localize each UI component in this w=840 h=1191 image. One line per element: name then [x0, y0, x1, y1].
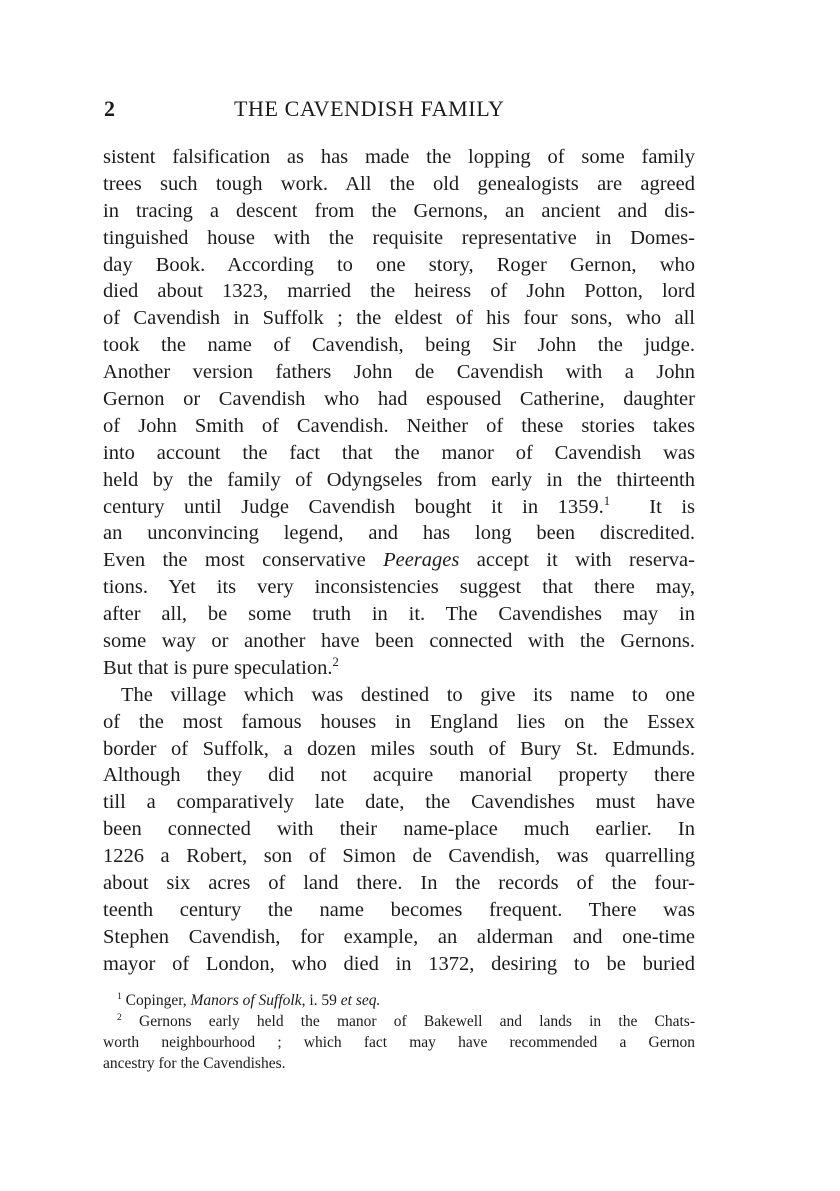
text-line — [103, 655, 695, 682]
text-line: of John Smith of Cavendish. Neither of these stories takes — [103, 414, 695, 437]
text-line: held by the family of Odyngseles from early in the thirteenth — [103, 468, 695, 491]
text-line: The village which was destined to give its name to one — [121, 683, 695, 706]
line-text: It is — [610, 495, 695, 518]
text-line: took the name of Cavendish, being Sir John the judge. — [103, 334, 695, 357]
text-line: day Book. According to one story, Roger Gernon, who — [103, 253, 695, 276]
running-title: THE CAVENDISH FAMILY — [234, 96, 505, 121]
text-line: Gernon or Cavendish who had espoused Catherine, daughter — [103, 388, 695, 411]
text-line: in tracing a descent from the Gernons, an ancient and dis- — [103, 199, 695, 222]
text-line: of Cavendish in Suffolk ; the eldest of his four sons, who all — [103, 307, 695, 330]
line-text: But that is pure speculation. — [103, 656, 333, 679]
text-line — [103, 547, 695, 574]
footnote-text: Copinger, — [125, 992, 191, 1009]
page-header — [104, 96, 696, 126]
footnote-line: ancestry for the Cavendishes. — [103, 1055, 286, 1072]
footnotes — [103, 990, 695, 1074]
text-line — [103, 494, 695, 521]
text-line: mayor of London, who died in 1372, desiring to be buried — [103, 952, 695, 975]
text-line: been connected with their name-place much earlier. In — [103, 818, 695, 841]
text-line: into account the fact that the manor of Cavendish was — [103, 441, 695, 464]
footnote-line: worth neighbourhood ; which fact may have recommended a Gernon — [103, 1034, 695, 1051]
text-line: till a comparatively late date, the Cavendishes must have — [103, 791, 695, 814]
text-line: some way or another have been connected with the Gernons. — [103, 630, 695, 653]
text-line: Although they did not acquire manorial property there — [103, 764, 695, 787]
text-line: tinguished house with the requisite representative in Domes- — [103, 226, 695, 249]
line-text: Even the most conservative — [103, 549, 384, 572]
footnote-text: et seq. — [340, 992, 381, 1009]
footnote-mark: 2 — [117, 1011, 122, 1023]
footnote-title: Manors of Suffolk — [190, 992, 302, 1009]
line-text: accept it with reserva- — [459, 549, 695, 572]
footnote-ref[interactable]: 2 — [332, 655, 339, 670]
footnote-2 — [103, 1011, 695, 1032]
footnote-ref[interactable]: 1 — [603, 493, 611, 508]
text-line: Stephen Cavendish, for example, an alderman and one-time — [103, 925, 695, 948]
text-line: Another version fathers John de Cavendish with a John — [103, 361, 695, 384]
text-line: teenth century the name becomes frequent. There was — [103, 898, 695, 921]
line-text: century until Judge Cavendish bought it in 1359. — [103, 495, 604, 518]
footnote-mark: 1 — [117, 990, 122, 1002]
text-line: an unconvincing legend, and has long been discredited. — [103, 522, 695, 545]
text-line: after all, be some truth in it. The Cavendishes may in — [103, 603, 695, 626]
text-line: tions. Yet its very inconsistencies suggest that there may, — [103, 576, 695, 599]
text-line: trees such tough work. All the old genealogists are agreed — [103, 172, 695, 195]
text-line: border of Suffolk, a dozen miles south of Bury St. Edmunds. — [103, 737, 695, 760]
footnote-text: Gernons early held the manor of Bakewell and lands in the Chats- — [121, 1013, 695, 1030]
page-number: 2 — [104, 96, 115, 121]
text-line: of the most famous houses in England lies on the Essex — [103, 710, 695, 733]
text-line: about six acres of land there. In the records of the four- — [103, 872, 695, 895]
text-line: sistent falsification as has made the lopping of some family — [103, 146, 695, 168]
italic-title: Peerages — [383, 549, 460, 572]
text-line: 1226 a Robert, son of Simon de Cavendish, was quarrelling — [103, 845, 695, 868]
footnote-1 — [103, 990, 695, 1011]
footnote-text: , i. 59 — [301, 992, 341, 1009]
text-line: died about 1323, married the heiress of John Potton, lord — [103, 280, 695, 303]
body-text — [103, 144, 695, 978]
